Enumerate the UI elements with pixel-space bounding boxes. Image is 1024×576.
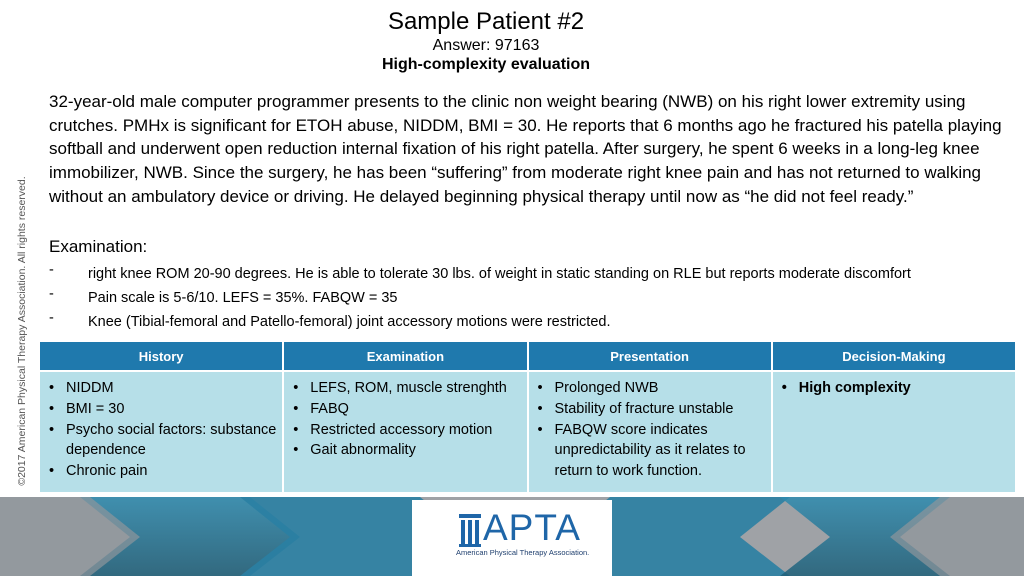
dash-marker: -	[49, 262, 54, 278]
list-item	[293, 378, 522, 399]
examination-item	[49, 286, 1009, 310]
bullet-marker: •	[293, 400, 299, 417]
list-item	[537, 420, 767, 482]
copyright-notice: ©2017 American Physical Therapy Association. All rights reserved.	[16, 176, 28, 486]
complexity-table	[39, 341, 1016, 493]
dash-marker: -	[49, 310, 54, 326]
bullet-marker: •	[49, 463, 55, 480]
column-header-presentation: Presentation	[528, 341, 772, 371]
list-item	[49, 378, 278, 399]
list-item-text: BMI = 30	[66, 400, 125, 417]
column-header-history: History	[39, 341, 283, 371]
list-item-text: Chronic pain	[66, 463, 148, 480]
examination-heading: Examination:	[49, 237, 148, 256]
bullet-marker: •	[537, 400, 543, 417]
table-row	[39, 371, 1016, 493]
list-item	[293, 399, 522, 420]
title-block	[0, 8, 972, 75]
bullet-marker: •	[537, 380, 543, 396]
bullet-marker: •	[293, 380, 299, 396]
list-item	[781, 378, 1011, 399]
decision-making-cell	[772, 371, 1016, 493]
dash-marker: -	[49, 286, 54, 302]
examination-item-text: Knee (Tibial-femoral and Patello-femoral) joint accessory motions were restricted.	[88, 314, 611, 330]
list-item	[49, 420, 278, 462]
list-item-text: LEFS, ROM, muscle strenghth	[310, 380, 507, 396]
decision-making-list	[777, 378, 1011, 399]
list-item	[293, 440, 522, 461]
list-item-text: Gait abnormality	[310, 442, 416, 459]
list-item-text: Restricted accessory motion	[310, 421, 493, 438]
column-header-examination: Examination	[283, 341, 527, 371]
apta-logo-subtitle: American Physical Therapy Association.	[456, 548, 590, 557]
list-item-text: Stability of fracture unstable	[554, 400, 734, 417]
list-item-text: FABQ	[310, 400, 349, 417]
column-header-decision-making: Decision-Making	[772, 341, 1016, 371]
page-title: Sample Patient #2	[387, 8, 585, 35]
bullet-marker: •	[781, 380, 787, 396]
list-item	[49, 461, 278, 482]
table-header-row	[39, 341, 1016, 371]
evaluation-level: High-complexity evaluation	[381, 56, 591, 73]
answer-code: Answer: 97163	[432, 37, 540, 54]
bullet-marker: •	[537, 421, 543, 438]
list-item	[293, 420, 522, 441]
list-item-text: Prolonged NWB	[554, 380, 659, 396]
bullet-marker: •	[49, 421, 55, 438]
list-item	[537, 378, 767, 399]
history-cell	[39, 371, 283, 493]
history-list	[44, 378, 278, 482]
bullet-marker: •	[293, 421, 299, 438]
bullet-marker: •	[49, 380, 55, 396]
list-item-text: NIDDM	[66, 380, 114, 396]
list-item-text: Psycho social factors: substance dependence	[66, 421, 277, 459]
examination-item-text: Pain scale is 5-6/10. LEFS = 35%. FABQW = 35	[88, 290, 398, 306]
apta-logo-icon	[459, 512, 481, 548]
examination-item	[49, 310, 1009, 334]
list-item	[49, 399, 278, 420]
list-item-text: High complexity	[798, 380, 911, 396]
examination-cell	[283, 371, 527, 493]
examination-item-text: right knee ROM 20-90 degrees. He is able to tolerate 30 lbs. of weight in static standing on RLE but reports moderate discomfort	[88, 266, 911, 282]
list-item-text: FABQW score indicates unpredictability as it relates to return to work function.	[554, 421, 746, 480]
examination-criteria-list	[288, 378, 522, 461]
examination-item	[49, 262, 1009, 286]
list-item	[537, 399, 767, 420]
presentation-list	[533, 378, 767, 482]
examination-list	[49, 262, 1009, 334]
bullet-marker: •	[293, 442, 299, 459]
apta-logo-text: APTA	[483, 507, 581, 548]
bullet-marker: •	[49, 400, 55, 417]
case-description: 32-year-old male computer programmer presents to the clinic non weight bearing (NWB) on his right lower extremity using crutches. PMHx is significant for ETOH abuse, NIDDM, BMI = 30. He reports that 6 months ago he fractured his patella playing softball and underwent open reduction internal fixation of his right patella. After surgery, he spent 6 weeks in a long-leg knee immobilizer, NWB. Since the surgery, he has been “suffering” from moderate right knee pain and has not returned to walking without an ambulatory device or driving. He delayed beginning physical therapy until now as “he did not feel ready.”	[49, 92, 1002, 206]
presentation-cell	[528, 371, 772, 493]
